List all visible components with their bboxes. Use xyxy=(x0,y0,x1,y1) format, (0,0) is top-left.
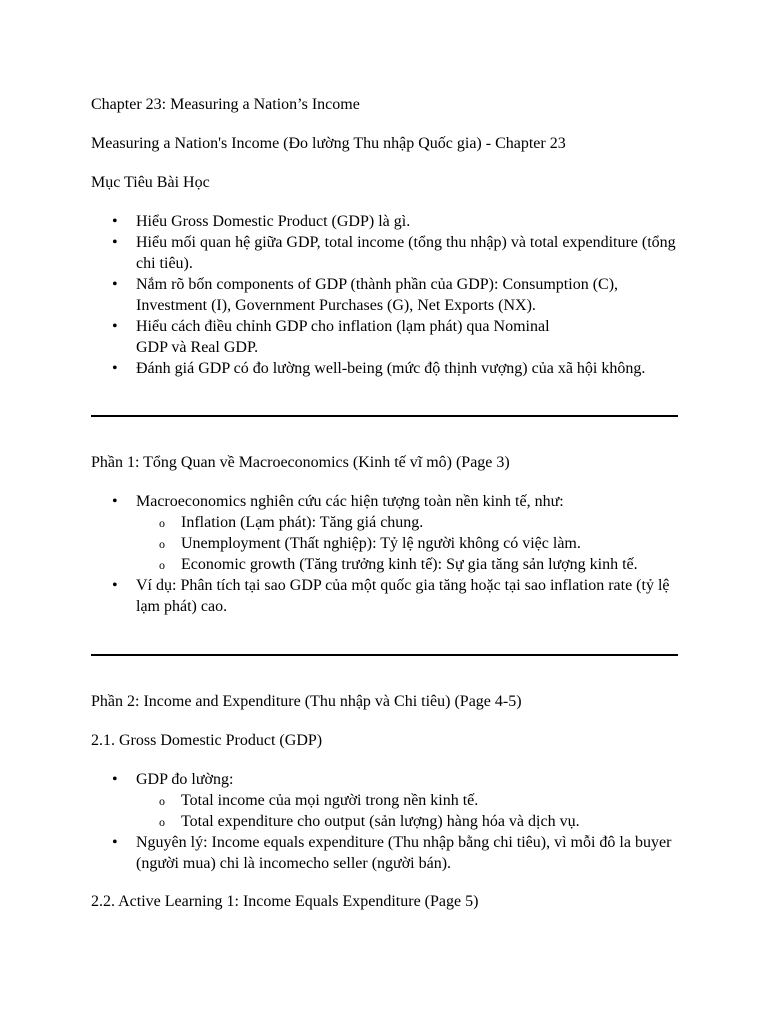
list-item xyxy=(91,491,681,575)
section-divider xyxy=(91,415,678,417)
list-item: • Hiểu cách điều chỉnh GDP cho inflation (lạm phát) qua Nominal GDP và Real GDP. xyxy=(91,316,681,358)
objectives-list xyxy=(91,211,681,379)
part2-list xyxy=(91,769,681,874)
part1-heading: Phần 1: Tổng Quan về Macroeconomics (Kinh tế vĩ mô) (Page 3) xyxy=(91,454,510,471)
list-item: • Nguyên lý: Income equals expenditure (Thu nhập bằng chi tiêu), vì mỗi đô la buyer (người mua) chi là incomecho seller (người bán). xyxy=(91,832,681,874)
document-title: Chapter 23: Measuring a Nation’s Income xyxy=(91,96,360,113)
list-item: • Hiểu Gross Domestic Product (GDP) là gì. xyxy=(91,211,681,232)
list-item-text: Macroeconomics nghiên cứu các hiện tượng toàn nền kinh tế, như: xyxy=(136,493,564,510)
part2-sublist xyxy=(136,790,681,832)
section-divider xyxy=(91,654,678,656)
list-item: • Ví dụ: Phân tích tại sao GDP của một quốc gia tăng hoặc tại sao inflation rate (tỷ lệ lạm phát) cao. xyxy=(91,575,681,617)
list-item-text: GDP đo lường: xyxy=(136,771,234,788)
part1-sublist xyxy=(136,512,681,575)
objectives-heading: Mục Tiêu Bài Học xyxy=(91,174,210,191)
sub-list-item: o Total income của mọi người trong nền kinh tế. xyxy=(136,790,681,811)
section-2-2-heading: 2.2. Active Learning 1: Income Equals Expenditure (Page 5) xyxy=(91,893,479,910)
section-2-1-heading: 2.1. Gross Domestic Product (GDP) xyxy=(91,732,323,749)
part2-heading: Phần 2: Income and Expenditure (Thu nhập và Chi tiêu) (Page 4-5) xyxy=(91,693,522,710)
document-subtitle: Measuring a Nation's Income (Đo lường Thu nhập Quốc gia) - Chapter 23 xyxy=(91,135,566,152)
sub-list-item: o Inflation (Lạm phát): Tăng giá chung. xyxy=(136,512,681,533)
part1-list xyxy=(91,491,681,617)
list-item: • Hiểu mối quan hệ giữa GDP, total income (tổng thu nhập) và total expenditure (tổng chi tiêu). xyxy=(91,232,681,274)
list-item: • Đánh giá GDP có đo lường well-being (mức độ thịnh vượng) của xã hội không. xyxy=(91,358,681,379)
list-item: • Nắm rõ bốn components of GDP (thành phần của GDP): Consumption (C), Investment (I), Government Purchases (G), Net Exports (NX). xyxy=(91,274,681,316)
sub-list-item: o Unemployment (Thất nghiệp): Tỷ lệ người không có việc làm. xyxy=(136,533,681,554)
sub-list-item: o Economic growth (Tăng trưởng kinh tế): Sự gia tăng sản lượng kinh tế. xyxy=(136,554,681,575)
list-item xyxy=(91,769,681,832)
sub-list-item: o Total expenditure cho output (sản lượng) hàng hóa và dịch vụ. xyxy=(136,811,681,832)
